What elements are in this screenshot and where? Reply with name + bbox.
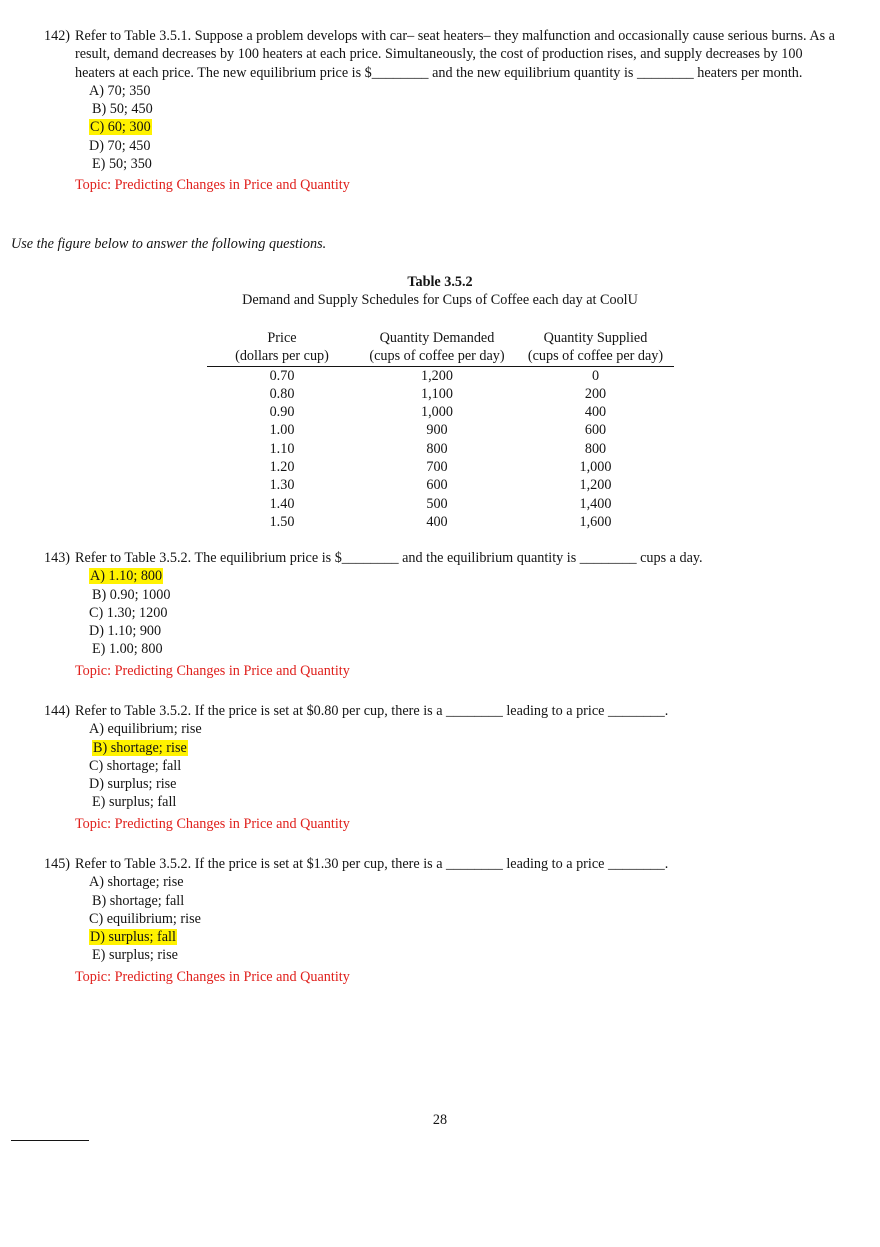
cell-demanded: 1,000 — [421, 404, 453, 421]
cell-price: 1.20 — [269, 459, 295, 476]
cell-supplied: 600 — [584, 422, 607, 439]
topic-label: Topic: Predicting Changes in Price and Quantity — [75, 662, 350, 679]
header-quantity-demanded: Quantity Demanded — [379, 330, 495, 346]
cell-price: 0.70 — [269, 367, 295, 384]
question-144 — [44, 702, 844, 833]
table-row — [207, 403, 674, 421]
question-number: 143) — [44, 550, 71, 566]
answer-options — [89, 720, 844, 811]
question-number: 142) — [44, 28, 71, 44]
instruction-text: Use the figure below to answer the following questions. — [11, 236, 327, 252]
cell-supplied: 400 — [584, 404, 607, 421]
topic-label: Topic: Predicting Changes in Price and Quantity — [75, 177, 350, 194]
cell-demanded: 1,200 — [421, 367, 453, 384]
question-text: Refer to Table 3.5.1. Suppose a problem develops with car– seat heaters– they malfunction and occasionally cause serious burns. As a result, demand decreases by 100 heaters at each price. Simultaneously, the cost of production rises, and supply decreases by 100 heaters at each price. The new equilibrium price is $________ and the new equilibrium quantity is ________ heaters per month. — [75, 28, 835, 81]
header-price-unit: (dollars per cup) — [207, 347, 357, 366]
table-title: Table 3.5.2 — [407, 274, 473, 290]
footnote-divider — [11, 1140, 89, 1141]
option-d-highlighted-answer: D) surplus; fall — [90, 929, 176, 946]
cell-supplied: 800 — [584, 440, 607, 457]
cell-price: 1.00 — [269, 422, 295, 439]
cell-price: 1.50 — [269, 513, 295, 530]
question-text: Refer to Table 3.5.2. If the price is set at $1.30 per cup, there is a ________ leading to a price ________. — [75, 856, 669, 872]
option-b-highlighted-answer: B) shortage; rise — [93, 739, 187, 756]
cell-price: 1.40 — [269, 495, 295, 512]
answer-options — [89, 567, 844, 658]
cell-demanded: 1,100 — [421, 385, 453, 402]
question-text: Refer to Table 3.5.2. The equilibrium price is $________ and the equilibrium quantity is ________ cups a day. — [75, 550, 703, 566]
table-row — [207, 421, 674, 439]
question-142 — [44, 27, 844, 195]
option-c: C) shortage; fall — [89, 757, 182, 774]
option-d: D) 1.10; 900 — [89, 623, 162, 640]
cell-supplied: 200 — [584, 385, 607, 402]
option-e: E) 1.00; 800 — [92, 641, 163, 658]
cell-demanded: 500 — [426, 495, 448, 512]
cell-demanded: 800 — [426, 440, 448, 457]
question-number: 145) — [44, 856, 71, 872]
header-supplied-unit: (cups of coffee per day) — [517, 347, 674, 366]
table-row — [207, 366, 674, 385]
cell-price: 1.30 — [269, 477, 295, 494]
option-a: A) equilibrium; rise — [89, 721, 202, 738]
option-e: E) 50; 350 — [92, 156, 152, 173]
option-a-highlighted-answer: A) 1.10; 800 — [90, 568, 163, 585]
table-row — [207, 513, 674, 531]
header-price: Price — [267, 330, 297, 346]
option-e: E) surplus; rise — [92, 947, 178, 964]
option-a: A) 70; 350 — [89, 82, 151, 99]
question-145 — [44, 855, 844, 986]
option-d: D) 70; 450 — [89, 137, 151, 154]
option-c: C) equilibrium; rise — [89, 910, 201, 927]
cell-supplied: 0 — [591, 367, 600, 384]
table-subtitle: Demand and Supply Schedules for Cups of Coffee each day at CoolU — [242, 292, 638, 309]
question-143 — [44, 549, 844, 680]
option-b: B) shortage; fall — [92, 892, 185, 909]
option-b: B) 50; 450 — [92, 101, 153, 118]
option-e: E) surplus; fall — [92, 794, 177, 811]
topic-label: Topic: Predicting Changes in Price and Quantity — [75, 815, 350, 832]
cell-price: 1.10 — [269, 440, 295, 457]
table-3-5-2 — [0, 273, 880, 530]
topic-label: Topic: Predicting Changes in Price and Quantity — [75, 968, 350, 985]
cell-supplied: 1,600 — [579, 513, 612, 530]
cell-supplied: 1,200 — [579, 477, 612, 494]
answer-options — [89, 82, 844, 173]
cell-demanded: 700 — [426, 459, 448, 476]
table-row — [207, 495, 674, 513]
option-d: D) surplus; rise — [89, 776, 177, 793]
table-row — [207, 458, 674, 476]
cell-supplied: 1,000 — [579, 459, 612, 476]
cell-supplied: 1,400 — [579, 495, 612, 512]
header-quantity-supplied: Quantity Supplied — [543, 330, 648, 346]
answer-options — [89, 873, 844, 964]
cell-price: 0.90 — [269, 404, 295, 421]
option-c: C) 1.30; 1200 — [89, 604, 168, 621]
option-a: A) shortage; rise — [89, 874, 184, 891]
question-text: Refer to Table 3.5.2. If the price is set at $0.80 per cup, there is a ________ leading to a price ________. — [75, 703, 669, 719]
header-demanded-unit: (cups of coffee per day) — [357, 347, 517, 366]
question-number: 144) — [44, 703, 71, 719]
table-row — [207, 385, 674, 403]
cell-demanded: 400 — [426, 513, 448, 530]
cell-price: 0.80 — [269, 385, 295, 402]
option-b: B) 0.90; 1000 — [92, 586, 171, 603]
page-number: 28 — [432, 1112, 448, 1128]
table-row — [207, 476, 674, 494]
cell-demanded: 900 — [426, 422, 448, 439]
table-row — [207, 440, 674, 458]
schedule-table — [207, 329, 674, 531]
cell-demanded: 600 — [426, 477, 448, 494]
option-c-highlighted-answer: C) 60; 300 — [90, 119, 151, 136]
